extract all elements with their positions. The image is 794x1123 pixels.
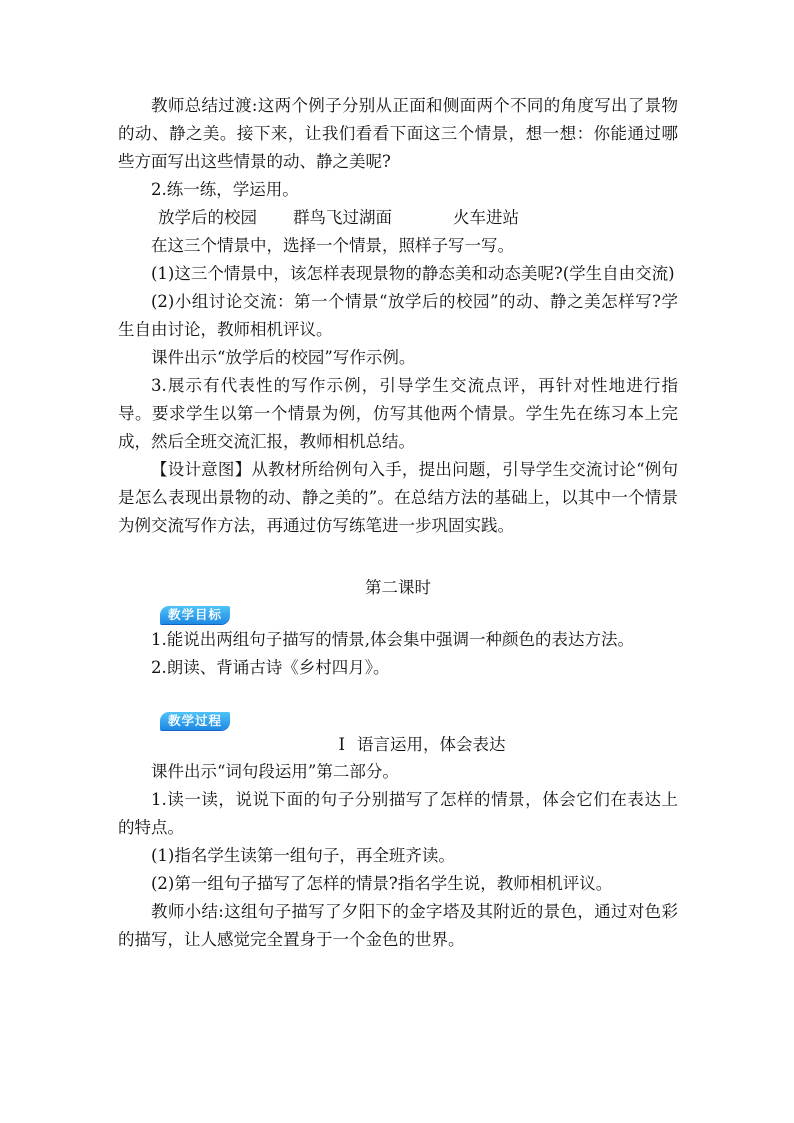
- paragraph-teacher-summary: 教师总结过渡:这两个例子分别从正面和侧面两个不同的角度写出了景物的动、静之美。接下来，让我们看看下面这三个情景，想一想：你能通过哪些方面写出这些情景的动、静之美呢?: [118, 96, 678, 171]
- teaching-goals-badge: 教学目标: [160, 606, 230, 624]
- paragraph-design-intent: 【设计意图】从教材所给例句入手，提出问题，引导学生交流讨论“例句是怎么表现出景物的动、静之美的”。在总结方法的基础上，以其中一个情景为例交流写作方法，再通过仿写练笔进一步巩固实践。: [118, 460, 678, 535]
- paragraph-read-task: 1.读一读，说说下面的句子分别描写了怎样的情景，体会它们在表达上的特点。: [118, 790, 678, 837]
- scene-option: 火车进站: [453, 208, 519, 227]
- document-page: [118, 92, 678, 954]
- scene-options: [118, 204, 678, 232]
- part-heading-text: 语言运用，体会表达: [357, 735, 506, 754]
- paragraph-step-2: (2)小组讨论交流：第一个情景“放学后的校园”的动、静之美怎样写?学生自由讨论，教师相机评议。: [118, 292, 678, 339]
- paragraph-choose-scene: 在这三个情景中，选择一个情景，照样子写一写。: [151, 236, 514, 255]
- lesson-title: 第二课时: [365, 578, 431, 597]
- part-number: Ⅰ: [338, 735, 346, 754]
- scene-option: 群鸟飞过湖面: [293, 208, 392, 227]
- paragraph-courseware: 课件出示“词句段运用”第二部分。: [151, 762, 399, 781]
- paragraph-step-3: 3.展示有代表性的写作示例，引导学生交流点评，再针对性地进行指导。要求学生以第一个情景为例，仿写其他两个情景。学生先在练习本上完成，然后全班交流汇报，教师相机总结。: [118, 376, 678, 451]
- paragraph-practice-heading: 2.练一练，学运用。: [151, 180, 299, 199]
- paragraph-read-group: (1)指名学生读第一组句子，再全班齐读。: [151, 846, 455, 865]
- goal-item: 2.朗读、背诵古诗《乡村四月》。: [151, 658, 390, 677]
- paragraph-courseware-example: 课件出示“放学后的校园”写作示例。: [151, 348, 416, 367]
- paragraph-step-1: (1)这三个情景中，该怎样表现景物的静态美和动态美呢?(学生自由交流): [151, 264, 675, 283]
- scene-option: 放学后的校园: [158, 208, 257, 227]
- goal-item: 1.能说出两组句子描写的情景,体会集中强调一种颜色的表达方法。: [151, 630, 634, 649]
- part-heading: [118, 732, 678, 758]
- teaching-process-badge: 教学过程: [160, 712, 230, 730]
- paragraph-discuss-group: (2)第一组句子描写了怎样的情景?指名学生说，教师相机评议。: [151, 874, 613, 893]
- paragraph-teacher-conclusion: 教师小结:这组句子描写了夕阳下的金字塔及其附近的景色，通过对色彩的描写，让人感觉完全置身于一个金色的世界。: [118, 902, 678, 949]
